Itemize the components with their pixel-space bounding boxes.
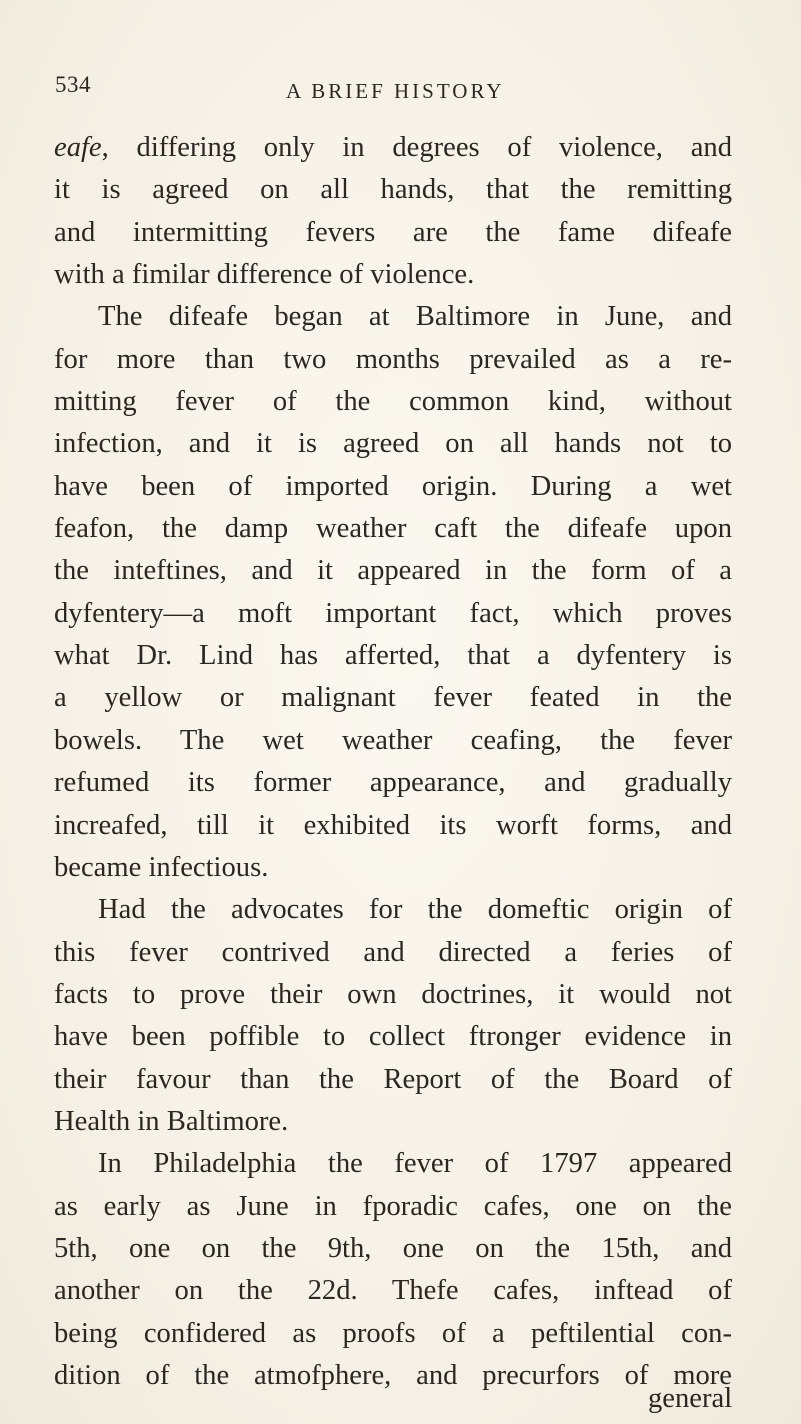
text-line: it is agreed on all hands, that the remitting	[54, 174, 732, 206]
text-line: refumed its former appearance, and gradually	[54, 767, 732, 799]
body-text	[54, 127, 732, 1397]
running-head: A BRIEF HISTORY	[286, 79, 505, 103]
page-number: 534	[55, 72, 91, 97]
text-line: dyfentery—a moft important fact, which proves	[54, 597, 732, 629]
text-line: Health in Baltimore.	[54, 1105, 289, 1137]
text-line: became infectious.	[54, 851, 269, 883]
text-line: bowels. The wet weather ceafing, the fever	[54, 724, 732, 756]
text-line: as early as June in fporadic cafes, one on the	[54, 1190, 732, 1222]
text-line: this fever contrived and directed a feries of	[54, 936, 732, 968]
text-line: a yellow or malignant fever feated in the	[54, 682, 732, 714]
text-line: their favour than the Report of the Board of	[54, 1063, 732, 1095]
text-line: Had the advocates for the domeftic origin of	[98, 894, 732, 926]
text-line: have been poffible to collect ftronger evidence in	[54, 1021, 732, 1053]
text-line: have been of imported origin. During a wet	[54, 470, 732, 502]
text-line: what Dr. Lind has afferted, that a dyfentery is	[54, 640, 732, 672]
text-line: In Philadelphia the fever of 1797 appeared	[98, 1148, 732, 1180]
text-line: facts to prove their own doctrines, it would not	[54, 978, 732, 1010]
text-line: eafe, differing only in degrees of violence, and	[54, 132, 732, 163]
text-line: another on the 22d. Thefe cafes, inftead of	[54, 1275, 732, 1307]
text-line: increafed, till it exhibited its worft forms, and	[54, 809, 732, 841]
text-line: being confidered as proofs of a peftilential con-	[54, 1317, 732, 1349]
text-line: for more than two months prevailed as a re-	[54, 343, 732, 375]
catchword: general	[648, 1383, 733, 1414]
text-line: feafon, the damp weather caft the difeafe upon	[54, 513, 732, 545]
text-line: with a fimilar difference of violence.	[54, 259, 475, 291]
text-line: dition of the atmofphere, and precurfors of more	[54, 1359, 732, 1391]
text-line: mitting fever of the common kind, without	[54, 386, 732, 418]
text-line: the inteftines, and it appeared in the form of a	[54, 555, 732, 587]
text-line: 5th, one on the 9th, one on the 15th, and	[54, 1232, 732, 1264]
text-line: The difeafe began at Baltimore in June, and	[98, 301, 732, 333]
text-line: and intermitting fevers are the fame difeafe	[54, 216, 732, 248]
text-line: infection, and it is agreed on all hands not to	[54, 428, 732, 460]
